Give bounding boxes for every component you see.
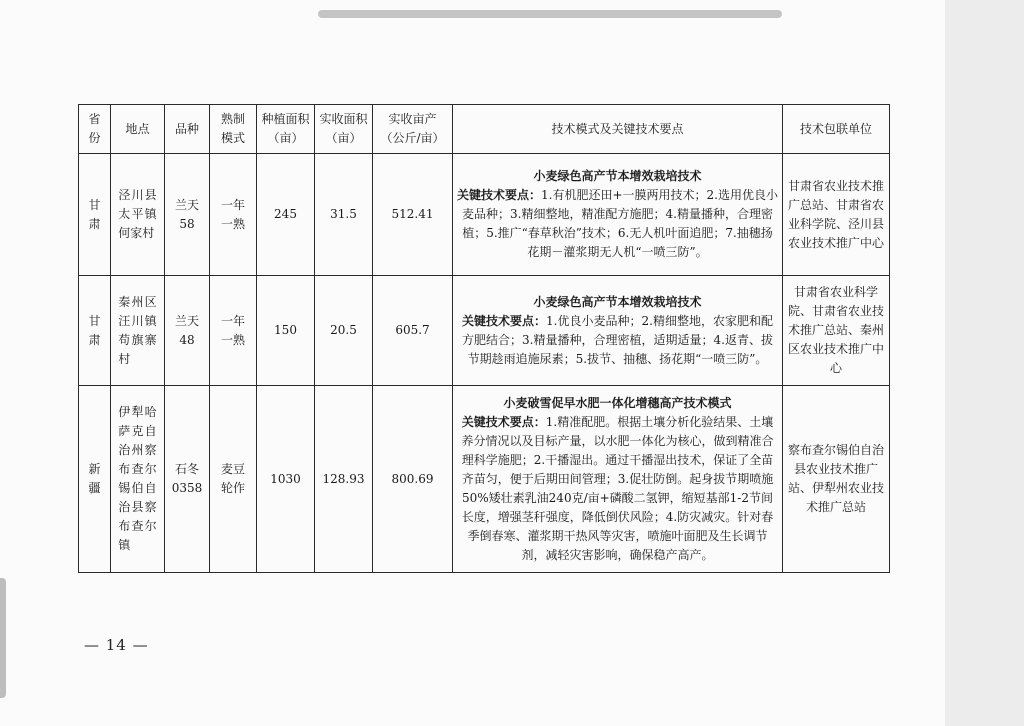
table-row — [79, 386, 890, 573]
cell-province: 甘肃 — [79, 154, 111, 276]
header-ripening: 熟制模式 — [210, 105, 257, 154]
tech-key-points — [457, 413, 778, 565]
side-panel-handle[interactable] — [0, 578, 6, 698]
table-row — [79, 276, 890, 386]
cell-location: 伊犁哈萨克自治州察布查尔锡伯自治县察布查尔镇 — [111, 386, 165, 573]
cell-harvest-area: 128.93 — [315, 386, 373, 573]
cell-yield: 512.41 — [373, 154, 453, 276]
cell-unit: 察布查尔锡伯自治县农业技术推广站、伊犁州农业技术推广总站 — [783, 386, 890, 573]
cell-province: 甘肃 — [79, 276, 111, 386]
header-province: 省份 — [79, 105, 111, 154]
key-points-label: 关键技术要点： — [457, 188, 542, 202]
table-header-row — [79, 105, 890, 154]
tech-title: 小麦绿色高产节本增效栽培技术 — [533, 169, 702, 183]
cell-harvest-area: 31.5 — [315, 154, 373, 276]
header-variety: 品种 — [165, 105, 210, 154]
header-unit: 技术包联单位 — [783, 105, 890, 154]
cell-unit: 甘肃省农业科学院、甘肃省农业技术推广总站、秦州区农业技术推广中心 — [783, 276, 890, 386]
cell-tech — [453, 276, 783, 386]
header-yield: 实收亩产（公斤/亩） — [373, 105, 453, 154]
cell-variety: 兰天58 — [165, 154, 210, 276]
table-row — [79, 154, 890, 276]
cell-location: 秦州区汪川镇苟旗寨村 — [111, 276, 165, 386]
cell-area: 150 — [257, 276, 315, 386]
tech-key-points — [457, 312, 778, 369]
key-points-text: 1.精准配肥。根据土壤分析化验结果、土壤养分情况以及目标产量，以水肥一体化为核心，做到精准合理科学施肥；2.干播湿出。通过干播湿出技术，保证了全苗齐苗匀，便于后期田间管理；3.促壮防倒。起身拔节期喷施50%矮壮素乳油240克/亩+磷酸二氢钾，缩短基部1-2节间长度，增强茎秆强度，降低倒伏风险；4.防灾减灾。针对春季倒春寒、灌浆期干热风等灾害，喷施叶面肥及生长调节剂，减轻灾害影响，确保稳产高产。 — [461, 414, 774, 562]
cell-tech — [453, 154, 783, 276]
key-points-text: 1.优良小麦品种；2.精细整地，农家肥和配方肥结合；3.精量播种，合理密植，适期适量；4.返青、拔节期趁雨追施尿素；5.拔节、抽穗、扬花期“一喷三防”。 — [462, 313, 773, 366]
cell-harvest-area: 20.5 — [315, 276, 373, 386]
tech-title: 小麦绿色高产节本增效栽培技术 — [533, 294, 702, 309]
cell-variety: 石冬0358 — [165, 386, 210, 573]
page-number: — 14 — — [84, 636, 149, 654]
key-points-label: 关键技术要点： — [461, 414, 546, 429]
header-harvest-area: 实收面积（亩） — [315, 105, 373, 154]
cell-area: 245 — [257, 154, 315, 276]
tech-title: 小麦破雪促早水肥一体化增穗高产技术模式 — [503, 395, 732, 410]
cell-province: 新疆 — [79, 386, 111, 573]
header-location: 地点 — [111, 105, 165, 154]
cell-unit: 甘肃省农业技术推广总站、甘肃省农业科学院、泾川县农业技术推广中心 — [783, 154, 890, 276]
cell-tech — [453, 386, 783, 573]
header-area: 种植面积（亩） — [257, 105, 315, 154]
demo-table — [78, 104, 890, 573]
cell-ripening: 麦豆轮作 — [210, 386, 257, 573]
cell-location: 泾川县太平镇何家村 — [111, 154, 165, 276]
cell-yield: 605.7 — [373, 276, 453, 386]
cell-area: 1030 — [257, 386, 315, 573]
key-points-label: 关键技术要点： — [462, 313, 547, 328]
tech-key-points — [457, 186, 778, 262]
horizontal-scrollbar[interactable] — [318, 10, 782, 18]
cell-ripening: 一年一熟 — [210, 154, 257, 276]
cell-variety: 兰天48 — [165, 276, 210, 386]
key-points-text: 1.有机肥还田+一膜两用技术；2.选用优良小麦品种；3.精细整地，精准配方施肥；4.精量播种，合理密植；5.推广“春草秋治”技术；6.无人机叶面追肥；7.抽穗扬花期－灌浆期无人机“一喷三防”。 — [462, 188, 778, 259]
cell-yield: 800.69 — [373, 386, 453, 573]
cell-ripening: 一年一熟 — [210, 276, 257, 386]
header-tech: 技术模式及关键技术要点 — [453, 105, 783, 154]
